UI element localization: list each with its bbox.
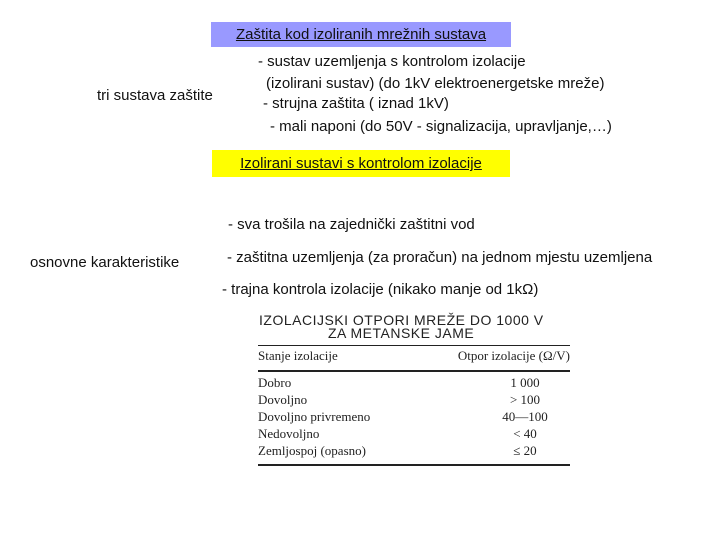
section1-line: (izolirani sustav) (do 1kV elektroenergetske mreže) — [266, 75, 605, 92]
section2-line: - sva trošila na zajednički zaštitni vod — [228, 216, 475, 233]
state-cell: Dovoljno — [258, 391, 308, 407]
state-cell: Nedovoljno — [258, 425, 320, 441]
value-cell: < 40 — [513, 425, 537, 441]
column-header-resistance: Otpor izolacije (Ω/V) — [457, 348, 570, 363]
table-row — [258, 425, 570, 442]
value-cell: ≤ 20 — [513, 442, 537, 458]
section2-label: osnovne karakteristike — [30, 254, 180, 271]
highlight-title: Izolirani sustavi s kontrolom izolacije — [212, 150, 510, 177]
state-cell: Dobro — [258, 374, 292, 390]
table-row — [258, 442, 570, 459]
state-cell: Zemljospoj (opasno) — [258, 442, 366, 458]
insulation-table — [258, 346, 570, 459]
scan-table-title: IZOLACIJSKI OTPORI MREŽE DO 1000 V — [259, 312, 544, 328]
table-bottom-rule — [258, 464, 570, 466]
section1-line: - strujna zaštita ( iznad 1kV) — [263, 95, 449, 112]
table-header-row — [258, 346, 570, 366]
table-row — [258, 408, 570, 425]
column-header-state: Stanje izolacije — [258, 348, 338, 363]
scan-table-subtitle: ZA METANSKE JAME — [328, 325, 475, 341]
value-cell: 40—100 — [502, 408, 548, 424]
section1-line: - mali naponi (do 50V - signalizacija, upravljanje,…) — [270, 118, 612, 135]
section1-label: tri sustava zaštite — [97, 87, 213, 104]
slide-title: Zaštita kod izoliranih mrežnih sustava — [211, 22, 511, 47]
table-row — [258, 374, 570, 391]
section2-line: - zaštitna uzemljenja (za proračun) na jednom mjestu uzemljena — [227, 249, 653, 266]
value-cell: 1 000 — [510, 374, 540, 390]
section1-line: - sustav uzemljenja s kontrolom izolacije — [258, 53, 526, 70]
state-cell: Dovoljno privremeno — [258, 408, 371, 424]
value-cell: > 100 — [509, 391, 541, 407]
table-row — [258, 391, 570, 408]
section2-line: - trajna kontrola izolacije (nikako manje od 1kΩ) — [222, 281, 539, 298]
table-header-rule — [258, 370, 570, 372]
